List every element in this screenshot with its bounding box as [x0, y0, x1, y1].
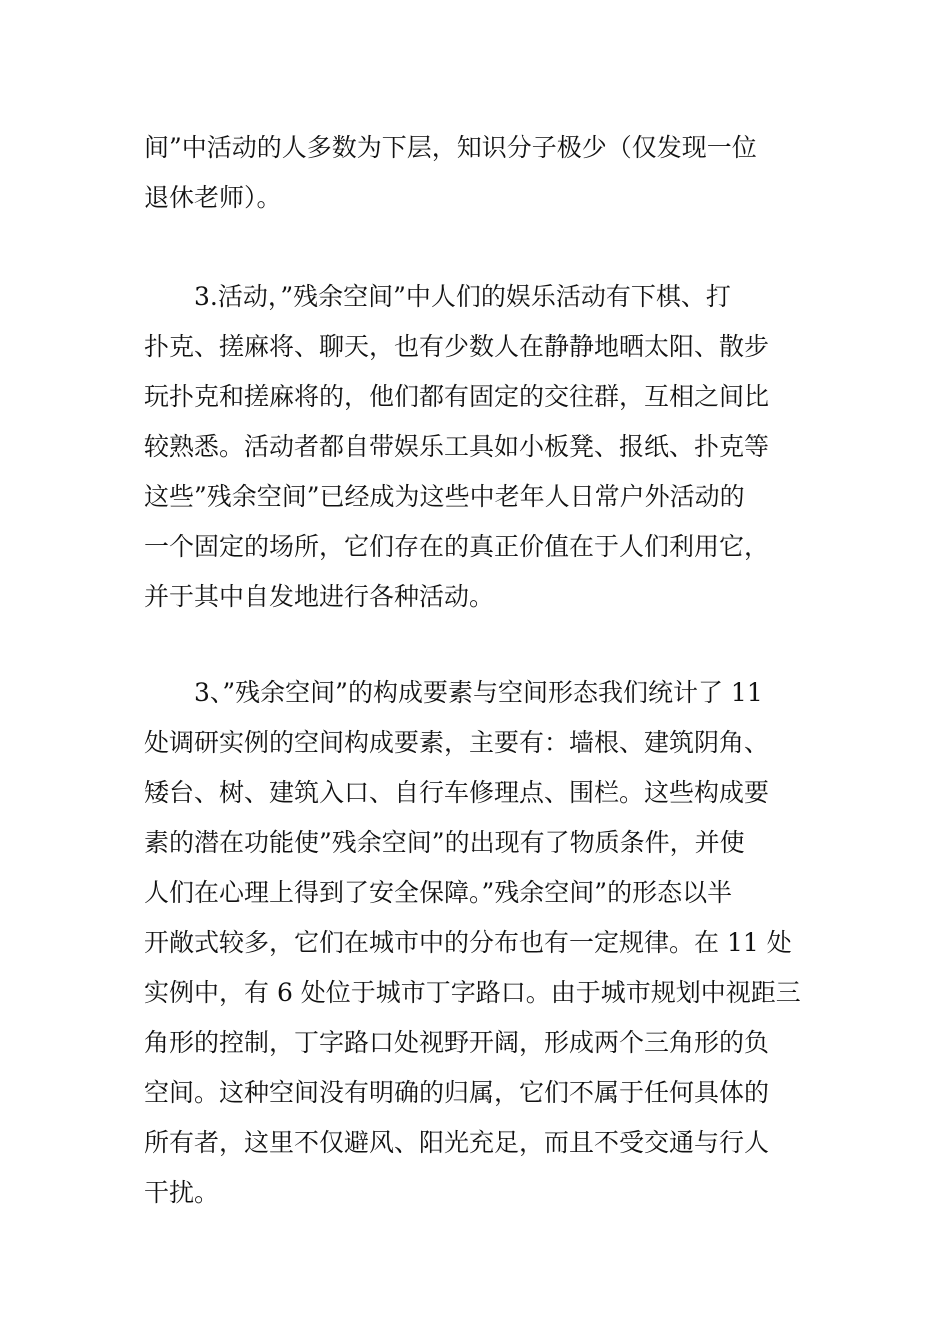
paragraph-continuation	[144, 123, 806, 223]
text-line: 间”中活动的人多数为下层，知识分子极少（仅发现一位	[144, 133, 757, 162]
text-line: 开敞式较多，它们在城市中的分布也有一定规律。在 11 处	[144, 928, 792, 957]
text-line: 干扰。	[144, 1178, 220, 1207]
text-line: 并于其中自发地进行各种活动。	[144, 582, 495, 611]
text-line: 这些”残余空间”已经成为这些中老年人日常户外活动的	[144, 482, 745, 511]
text-line: 退休老师）。	[144, 183, 282, 212]
text-line: 角形的控制，丁字路口处视野开阔，形成两个三角形的负	[144, 1028, 770, 1057]
text-line: 一个固定的场所，它们存在的真正价值在于人们利用它，	[144, 532, 770, 561]
text-line: 玩扑克和搓麻将的，他们都有固定的交往群，互相之间比	[144, 382, 770, 411]
text-line: 实例中，有 6 处位于城市丁字路口。由于城市规划中视距三	[144, 978, 801, 1007]
paragraph-spatial-elements	[144, 668, 806, 1218]
text-line: 矮台、树、建筑入口、自行车修理点、围栏。这些构成要	[144, 778, 770, 807]
text-line: 较熟悉。活动者都自带娱乐工具如小板凳、报纸、扑克等	[144, 432, 770, 461]
text-line: 处调研实例的空间构成要素，主要有：墙根、建筑阴角、	[144, 728, 770, 757]
text-line: 素的潜在功能使”残余空间”的出现有了物质条件，并使	[144, 828, 745, 857]
text-line: 扑克、搓麻将、聊天，也有少数人在静静地晒太阳、散步	[144, 332, 770, 361]
text-line: 所有者，这里不仅避风、阳光充足，而且不受交通与行人	[144, 1128, 770, 1157]
text-line: 空间。这种空间没有明确的归属，它们不属于任何具体的	[144, 1078, 770, 1107]
text-line: 3、”残余空间”的构成要素与空间形态我们统计了 11	[194, 678, 763, 707]
text-line: 3.活动，”残余空间”中人们的娱乐活动有下棋、打	[194, 282, 731, 311]
paragraph-activities	[144, 272, 806, 622]
text-line: 人们在心理上得到了安全保障。”残余空间”的形态以半	[144, 878, 733, 907]
